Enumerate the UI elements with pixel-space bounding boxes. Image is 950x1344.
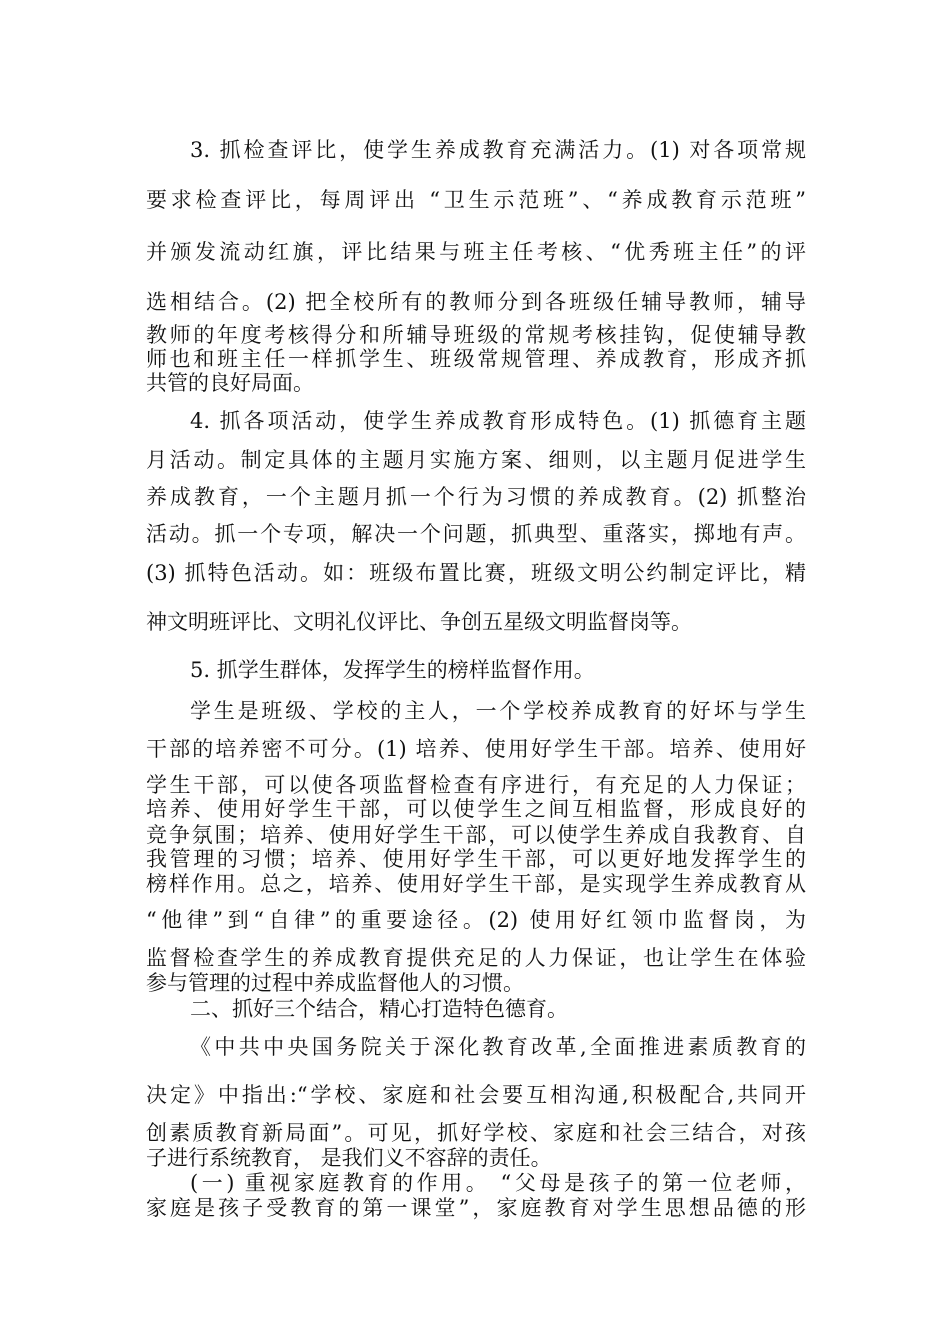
text-line: 选相结合。(2) 把全校所有的教师分到各班级任辅导教师，辅导 (146, 290, 806, 314)
text-line: 《中共中央国务院关于深化教育改革,全面推进素质教育的 (190, 1035, 806, 1059)
text-line: 我管理的习惯；培养、使用好学生干部，可以更好地发挥学生的 (146, 847, 806, 871)
text-line: 活动。抓一个专项，解决一个问题，抓典型、重落实，掷地有声。 (146, 522, 806, 546)
text-line: 共管的良好局面。 (146, 371, 314, 395)
text-line: 要求检查评比，每周评出 “卫生示范班”、“养成教育示范班” (146, 188, 806, 212)
text-line: 5. 抓学生群体，发挥学生的榜样监督作用。 (190, 658, 595, 682)
text-line: (3) 抓特色活动。如：班级布置比赛，班级文明公约制定评比，精 (146, 561, 806, 585)
text-line: 子进行系统教育， 是我们义不容辞的责任。 (146, 1146, 552, 1170)
text-line: 决定》中指出:“学校、家庭和社会要互相沟通,积极配合,共同开 (146, 1083, 806, 1107)
section-heading: 二、抓好三个结合，精心打造特色德育。 (190, 997, 568, 1021)
text-line: 3. 抓检查评比，使学生养成教育充满活力。(1) 对各项常规 (190, 138, 806, 162)
text-line: 教师的年度考核得分和所辅导班级的常规考核挂钩，促使辅导教 (146, 323, 806, 347)
text-line: 学生干部，可以使各项监督检查有序进行，有充足的人力保证； (146, 773, 806, 797)
text-line: 榜样作用。总之，培养、使用好学生干部，是实现学生养成教育从 (146, 872, 806, 896)
text-line: 4. 抓各项活动，使学生养成教育形成特色。(1) 抓德育主题 (190, 409, 806, 433)
text-line: 月活动。制定具体的主题月实施方案、细则，以主题月促进学生 (146, 448, 806, 472)
text-line: 学生是班级、学校的主人，一个学校养成教育的好坏与学生 (190, 699, 806, 723)
text-line: 养成教育，一个主题月抓一个行为习惯的养成教育。(2) 抓整治 (146, 485, 806, 509)
text-line: “他律”到“自律”的重要途径。(2) 使用好红领巾监督岗，为 (146, 908, 806, 932)
text-line: 家庭是孩子受教育的第一课堂”，家庭教育对学生思想品德的形 (146, 1196, 806, 1220)
text-line: 竞争氛围；培养、使用好学生干部，可以使学生养成自我教育、自 (146, 823, 806, 847)
text-line: 干部的培养密不可分。(1) 培养、使用好学生干部。培养、使用好 (146, 737, 806, 761)
text-line: 培养、使用好学生干部，可以使学生之间互相监督，形成良好的 (146, 797, 806, 821)
text-line: 创素质教育新局面”。可见，抓好学校、家庭和社会三结合，对孩 (146, 1121, 806, 1145)
text-line: 监督检查学生的养成教育提供充足的人力保证，也让学生在体验 (146, 946, 806, 970)
text-line: 神文明班评比、文明礼仪评比、争创五星级文明监督岗等。 (146, 610, 692, 634)
text-line: 并颁发流动红旗，评比结果与班主任考核、“优秀班主任”的评 (146, 240, 806, 264)
text-line: (一) 重视家庭教育的作用。 “父母是孩子的第一位老师， (190, 1171, 806, 1195)
text-line: 参与管理的过程中养成监督他人的习惯。 (146, 971, 524, 995)
text-line: 师也和班主任一样抓学生、班级常规管理、养成教育，形成齐抓 (146, 347, 806, 371)
